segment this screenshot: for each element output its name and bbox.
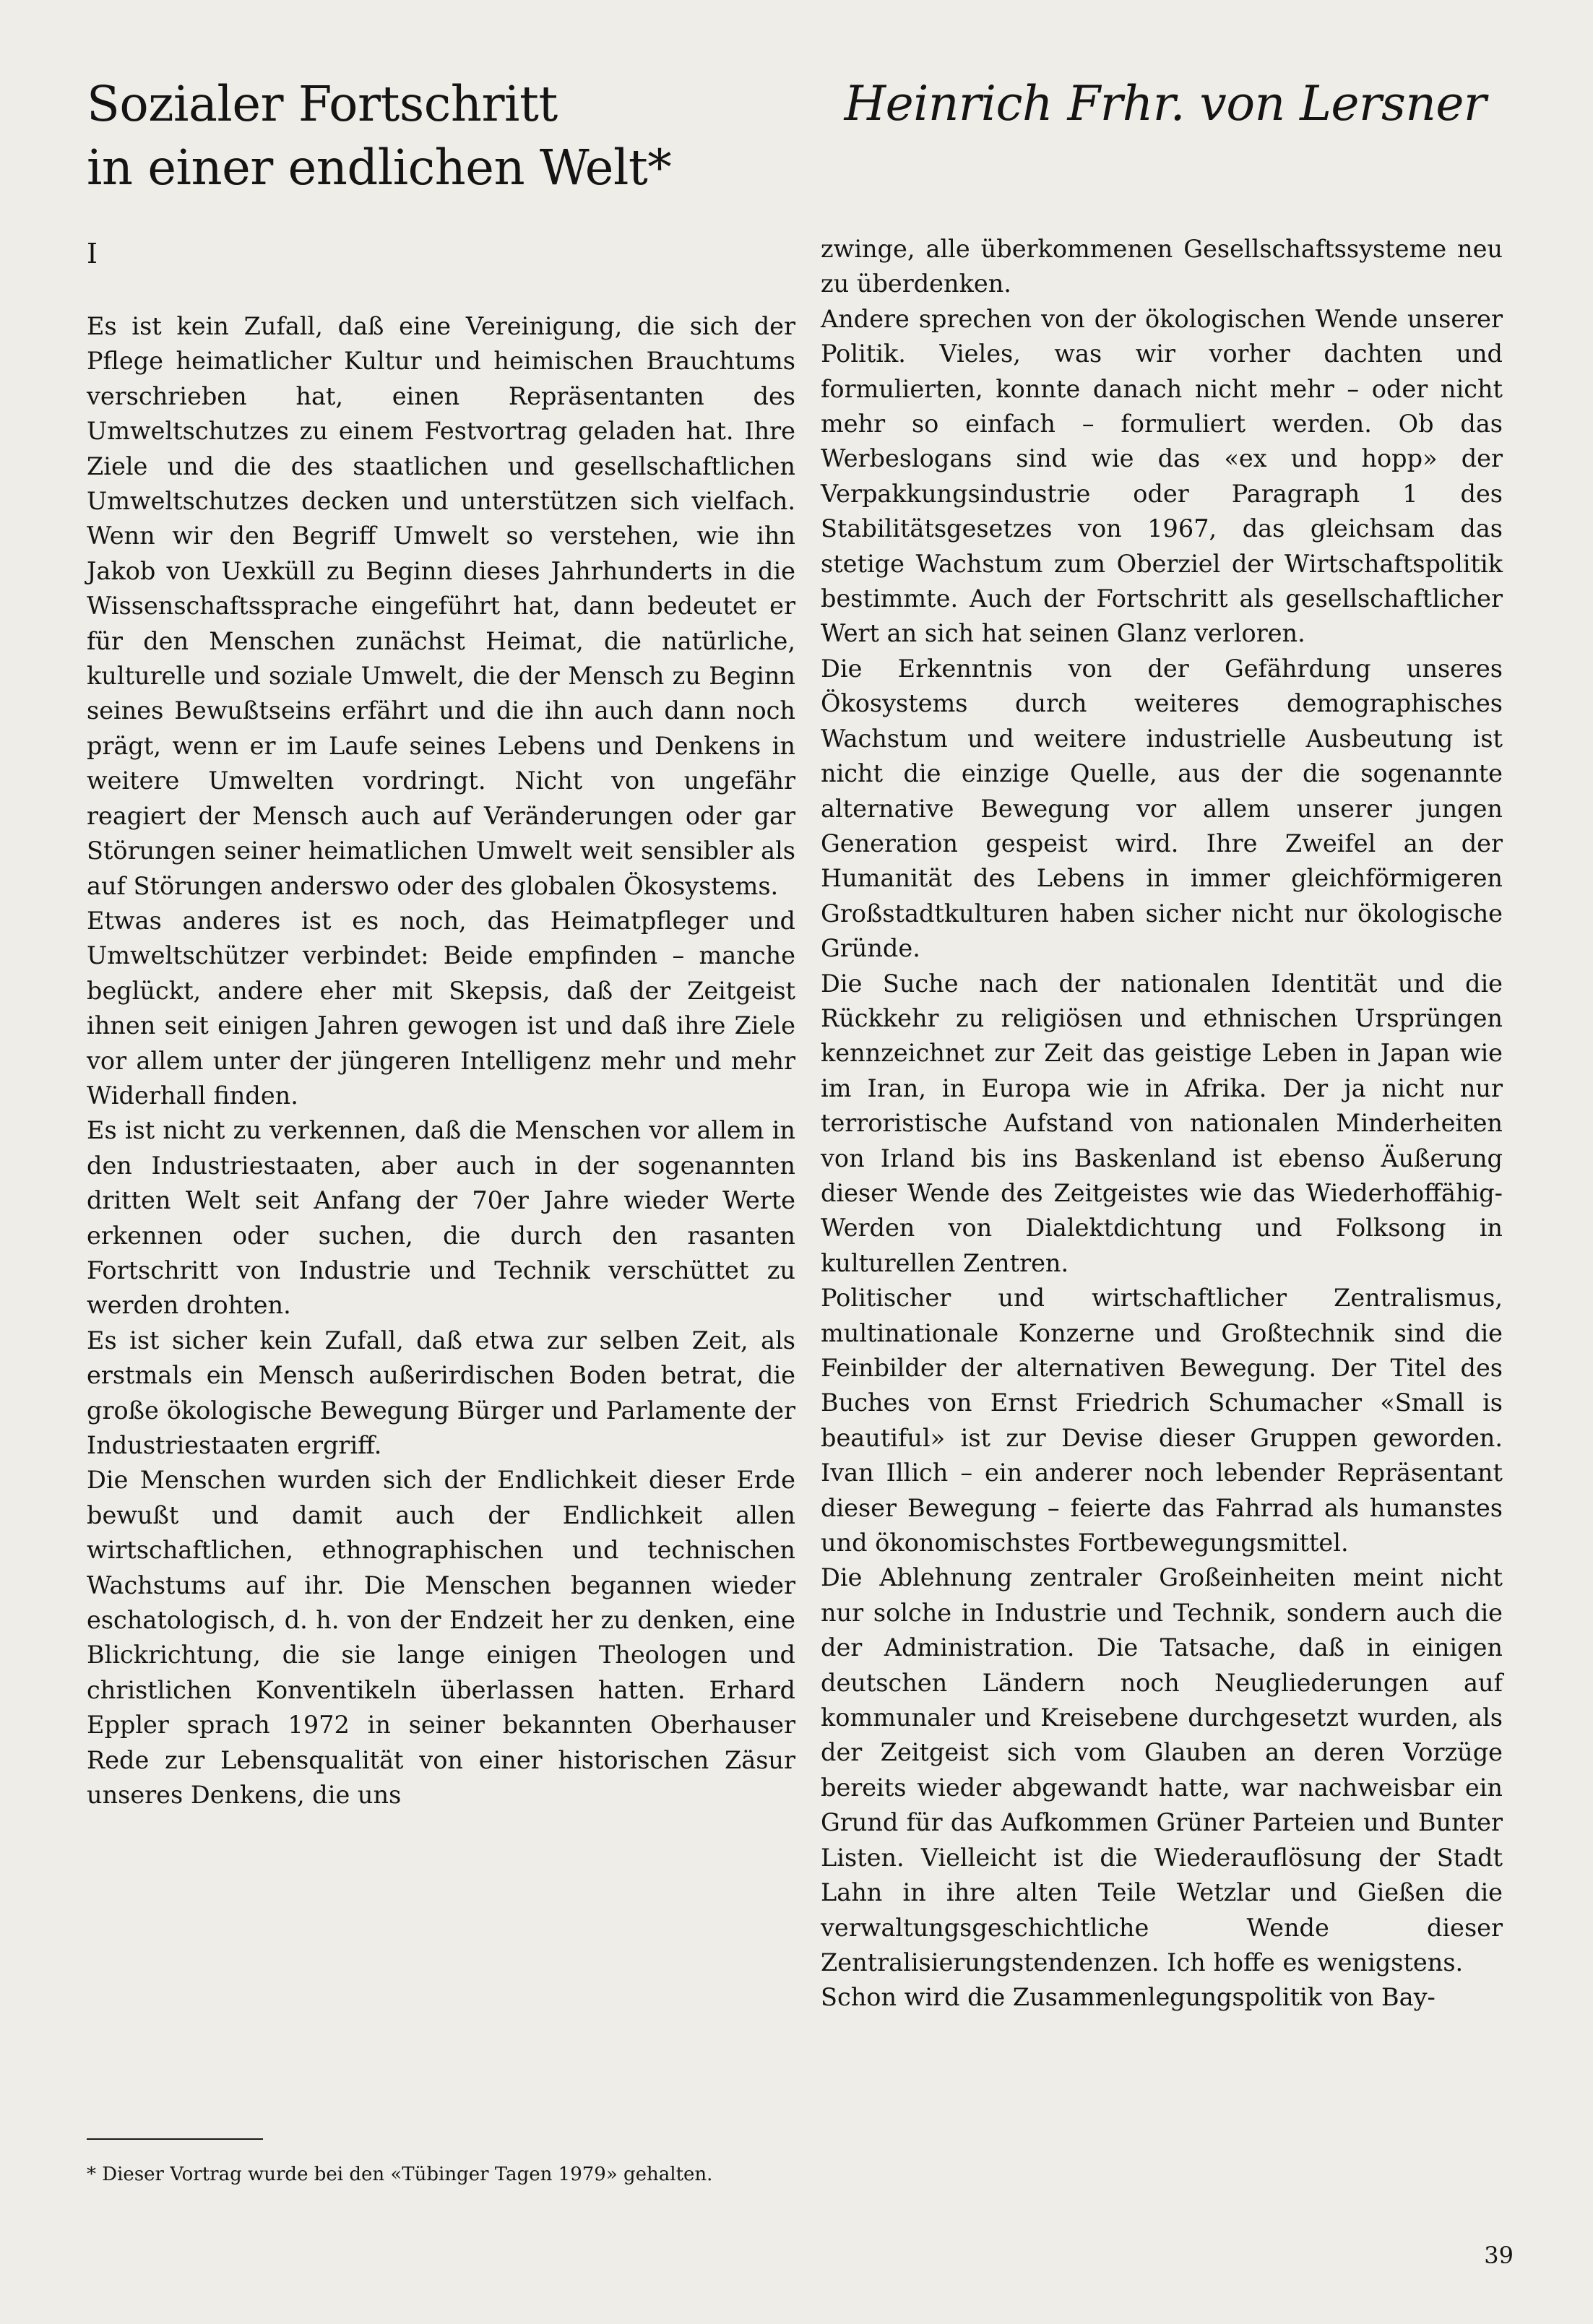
paragraph: Die Menschen wurden sich der Endlichkeit dieser Erde bewußt und damit auch der Endlichkeit allen wirtschaftlichen, ethnographischen und technischen Wachstums auf ihr. Die Menschen begannen wieder eschatologisch, d. h. von der Endzeit her zu denken, eine Blickrichtung, die sie lange einigen Theologen und christlichen Konventikeln überlassen hatten. Erhard Eppler sprach 1972 in seiner bekannten Oberhauser Rede zur Lebensqualität von einer historischen Zäsur unseres Denkens, die uns — [87, 1466, 795, 1810]
paragraph: Andere sprechen von der ökologischen Wende unserer Politik. Vieles, was wir vorher dachten und formulierten, konnte danach nicht mehr – oder nicht mehr so einfach – formuliert werden. Ob das Werbeslogans sind wie das «ex und hopp» der Verpakkungsindustrie oder Paragraph 1 des Stabilitätsgesetzes von 1967, das gleichsam das stetige Wachstum zum Oberziel der Wirtschaftspolitik bestimmte. Auch der Fortschritt als gesellschaftlicher Wert an sich hat seinen Glanz verloren. — [821, 304, 1503, 648]
article-title-line: in einer endlichen Welt* — [87, 139, 672, 196]
paragraph: Politischer und wirtschaftlicher Zentralismus, multinationale Konzerne und Großtechnik sind die Feinbilder der alternativen Bewegung. Der Titel des Buches von Ernst Friedrich Schumacher «Small is beautiful» ist zur Devise dieser Gruppen geworden. Ivan Illich – ein anderer noch lebender Repräsentant dieser Bewegung – feierte das Fahrrad als humanstes und ökonomischstes Fortbewegungsmittel. — [821, 1284, 1503, 1558]
paragraph: Die Erkenntnis von der Gefährdung unseres Ökosystems durch weiteres demographisches Wachstum und weitere industrielle Ausbeutung ist nicht die einzige Quelle, aus der die sogenannte alternative Bewegung vor allem unserer jungen Generation gespeist wird. Ihre Zweifel an der Humanität des Lebens in immer gleichförmigeren Großstadtkulturen haben sicher nicht nur ökologische Gründe. — [821, 654, 1503, 963]
paragraph: Es ist sicher kein Zufall, daß etwa zur selben Zeit, als erstmals ein Mensch außerirdischen Boden betrat, die große ökologische Bewegung Bürger und Parlamente der Industriestaaten ergriff. — [87, 1326, 795, 1459]
footnote: * Dieser Vortrag wurde bei den «Tübinger Tagen 1979» gehalten. — [87, 2164, 713, 2185]
paragraph: Es ist kein Zufall, daß eine Vereinigung, die sich der Pflege heimatlicher Kultur und heimischen Brauchtums verschrieben hat, einen Repräsentanten des Umweltschutzes zu einem Festvortrag geladen hat. Ihre Ziele und die des staatlichen und gesellschaftlichen Umweltschutzes decken und unterstützen sich vielfach. Wenn wir den Begriff Umwelt so verstehen, wie ihn Jakob von Uexküll zu Beginn dieses Jahrhunderts in die Wissenschaftssprache eingeführt hat, dann bedeutet er für den Menschen zunächst Heimat, die natürliche, kulturelle und soziale Umwelt, die der Mensch zu Beginn seines Bewußtseins erfährt und die ihn auch dann noch prägt, wenn er im Laufe seines Lebens und Denkens in weitere Umwelten vordringt. Nicht von ungefähr reagiert der Mensch auch auf Veränderungen oder gar Störungen seiner heimatlichen Umwelt weit sensibler als auf Störungen anderswo oder des globalen Ökosystems. — [87, 312, 795, 900]
right-column — [821, 232, 1503, 2016]
article-author: Heinrich Frhr. von Lersner — [844, 76, 1486, 131]
paragraph: Schon wird die Zusammenlegungspolitik von Bay- — [821, 1983, 1436, 2012]
left-column — [87, 309, 795, 1813]
page-number: 39 — [1484, 2242, 1514, 2269]
paragraph: Es ist nicht zu verkennen, daß die Menschen vor allem in den Industriestaaten, aber auch in der sogenannten dritten Welt seit Anfang der 70er Jahre wieder Werte erkennen oder suchen, die durch den rasanten Fortschritt von Industrie und Technik verschüttet zu werden drohten. — [87, 1116, 795, 1320]
paragraph: Die Suche nach der nationalen Identität und die Rückkehr zu religiösen und ethnischen Ursprüngen kennzeichnet zur Zeit das geistige Leben in Japan wie im Iran, in Europa wie in Afrika. Der ja nicht nur terroristische Aufstand von nationalen Minderheiten von Irland bis ins Baskenland ist ebenso Äußerung dieser Wende des Zeitgeistes wie das Wiederhoffähig-Werden von Dialektdichtung und Folksong in kulturellen Zentren. — [821, 969, 1503, 1277]
paragraph: Die Ablehnung zentraler Großeinheiten meint nicht nur solche in Industrie und Technik, sondern auch die der Administration. Die Tatsache, daß in einigen deutschen Ländern noch Neugliederungen auf kommunaler und Kreisebene durchgesetzt wurden, als der Zeitgeist sich vom Glauben an deren Vorzüge bereits wieder abgewandt hatte, war nachweisbar ein Grund für das Aufkommen Grüner Parteien und Bunter Listen. Vielleicht ist die Wiederauflösung der Stadt Lahn in ihre alten Teile Wetzlar und Gießen die verwaltungsgeschichtliche Wende dieser Zentralisierungstendenzen. Ich hoffe es wenigstens. — [821, 1563, 1503, 1977]
paragraph: Etwas anderes ist es noch, das Heimatpfleger und Umweltschützer verbindet: Beide empfinden – manche beglückt, andere eher mit Skepsis, daß der Zeitgeist ihnen seit einigen Jahren gewogen ist und daß ihre Ziele vor allem unter der jüngeren Intelligenz mehr und mehr Widerhall finden. — [87, 906, 795, 1110]
section-numeral: I — [87, 238, 98, 269]
footnote-divider — [87, 2138, 263, 2140]
paragraph: zwinge, alle überkommenen Gesellschaftssysteme neu zu überdenken. — [821, 235, 1503, 298]
article-title-line: Sozialer Fortschritt — [87, 76, 558, 132]
article-title — [87, 72, 809, 199]
